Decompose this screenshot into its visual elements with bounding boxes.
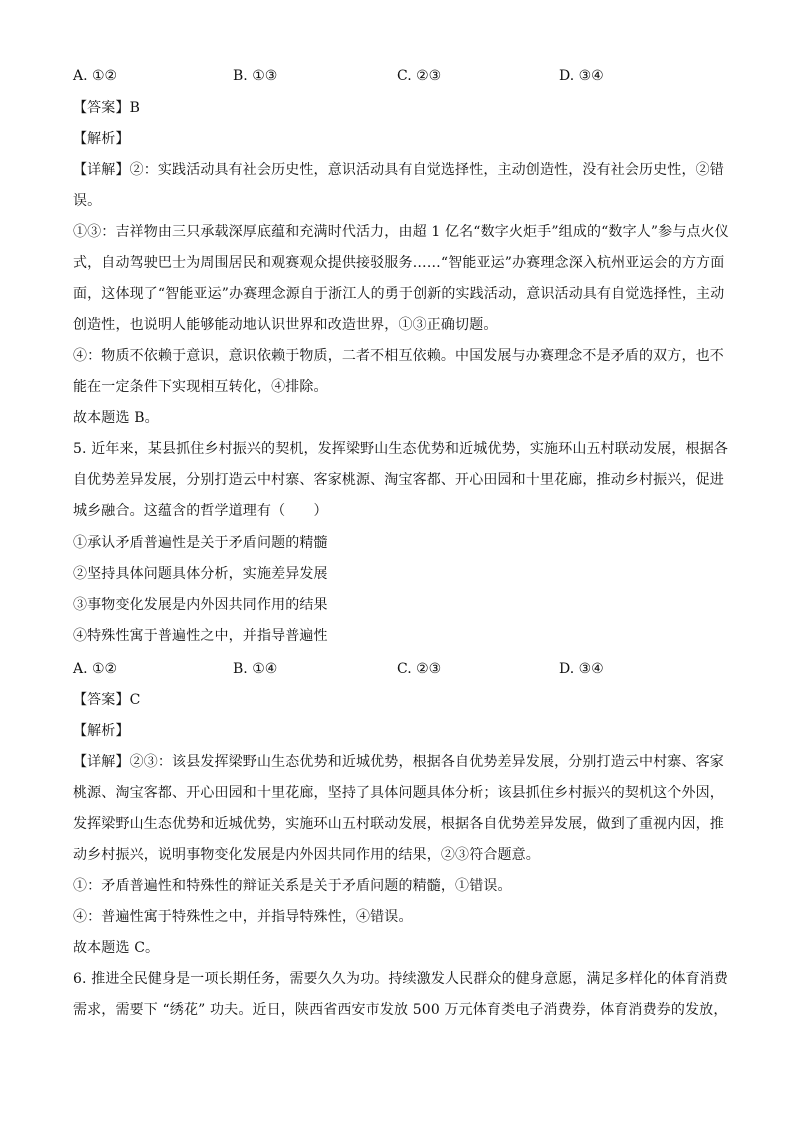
q5-option-a[interactable]: A. ①② [73, 661, 118, 677]
q5-conclusion: 故本题选 C。 [73, 940, 160, 956]
q4-detail-line-5: 面，这体现了“智能亚运”办赛理念源自于浙江人的勇于创新的实践活动，意识活动具有自觉选择性，主动 [73, 286, 725, 302]
q4-detail-line-2: 误。 [73, 193, 102, 209]
q5-option-c[interactable]: C. ②③ [397, 661, 442, 677]
q4-detail-line-4: 式，自动驾驶巴士为周围居民和观赛观众提供接驳服务……“智能亚运”办赛理念深入杭州亚运会的方方面 [73, 255, 725, 271]
q4-detail-line-8: 能在一定条件下实现相互转化，④排除。 [73, 379, 328, 395]
q4-detail-line-7: ④：物质不依赖于意识，意识依赖于物质，二者不相互依赖。中国发展与办赛理念不是矛盾的双方，也不 [73, 348, 724, 364]
q4-option-c[interactable]: C. ②③ [397, 68, 442, 84]
q6-stem-line-2: 需求，需要下 “绣花” 功夫。近日，陕西省西安市发放 500 万元体育类电子消费券，体育消费券的发放， [73, 1002, 728, 1018]
q5-stem-line-2: 自优势差异发展，分别打造云中村寨、客家桃源、淘宝客都、开心田园和十里花廊，推动乡村振兴，促进 [73, 472, 724, 488]
q5-stem-line-3: 城乡融合。这蕴含的哲学道理有（ ） [73, 503, 328, 519]
q5-detail-label: 【详解】 [73, 754, 130, 770]
q5-detail-line-4: 动乡村振兴，说明事物变化发展是内外因共同作用的结果，②③符合题意。 [73, 847, 540, 863]
q4-option-a[interactable]: A. ①② [73, 68, 118, 84]
q4-detail-label: 【详解】 [73, 162, 130, 178]
q5-statement-2: ②坚持具体问题具体分析，实施差异发展 [73, 566, 328, 582]
q5-analysis-title: 【解析】 [73, 723, 130, 739]
q6-stem-line-1: 6. 推进全民健身是一项长期任务，需要久久为功。持续激发人民群众的健身意愿，满足多样化的体育消费 [73, 971, 729, 987]
q5-detail-line-3: 发挥梁野山生态优势和近城优势，实施环山五村联动发展，根据各自优势差异发展，做到了重视内因，推 [73, 816, 724, 832]
q5-detail-line-5: ①：矛盾普遍性和特殊性的辩证关系是关于矛盾问题的精髓，①错误。 [73, 878, 512, 894]
q5-answer: 【答案】C [73, 692, 141, 708]
q4-detail-line-1 [73, 160, 724, 180]
q4-option-d[interactable]: D. ③④ [559, 68, 604, 84]
q4-detail-line-3: ①③：吉祥物由三只承载深厚底蕴和充满时代活力，由超 1 亿名“数字火炬手”组成的“数字人”参与点火仪 [73, 224, 729, 240]
q5-detail-text-1: ②③：该县发挥梁野山生态优势和近城优势，根据各自优势差异发展，分别打造云中村寨、客家 [129, 754, 724, 770]
q4-option-b[interactable]: B. ①③ [233, 68, 278, 84]
q4-detail-line-6: 创造性，也说明人能够能动地认识世界和改造世界，①③正确切题。 [73, 317, 498, 333]
q4-answer: 【答案】B [73, 100, 141, 116]
q5-statement-3: ③事物变化发展是内外因共同作用的结果 [73, 597, 328, 613]
q5-detail-line-1 [73, 752, 724, 772]
q4-conclusion: 故本题选 B。 [73, 410, 159, 426]
q5-stem-line-1: 5. 近年来，某县抓住乡村振兴的契机，发挥梁野山生态优势和近城优势，实施环山五村联动发展，根据各 [73, 441, 729, 457]
q5-statement-1: ①承认矛盾普遍性是关于矛盾问题的精髓 [73, 535, 328, 551]
q5-statement-4: ④特殊性寓于普遍性之中，并指导普遍性 [73, 628, 328, 644]
q4-detail-text-1: ②：实践活动具有社会历史性，意识活动具有自觉选择性，主动创造性，没有社会历史性，②错 [129, 162, 724, 178]
q5-option-b[interactable]: B. ①④ [233, 661, 278, 677]
q5-option-d[interactable]: D. ③④ [559, 661, 604, 677]
q5-detail-line-6: ④：普遍性寓于特殊性之中，并指导特殊性，④错误。 [73, 909, 413, 925]
q4-analysis-title: 【解析】 [73, 131, 130, 147]
q5-detail-line-2: 桃源、淘宝客都、开心田园和十里花廊，坚持了具体问题具体分析；该县抓住乡村振兴的契机这个外因， [73, 785, 724, 801]
